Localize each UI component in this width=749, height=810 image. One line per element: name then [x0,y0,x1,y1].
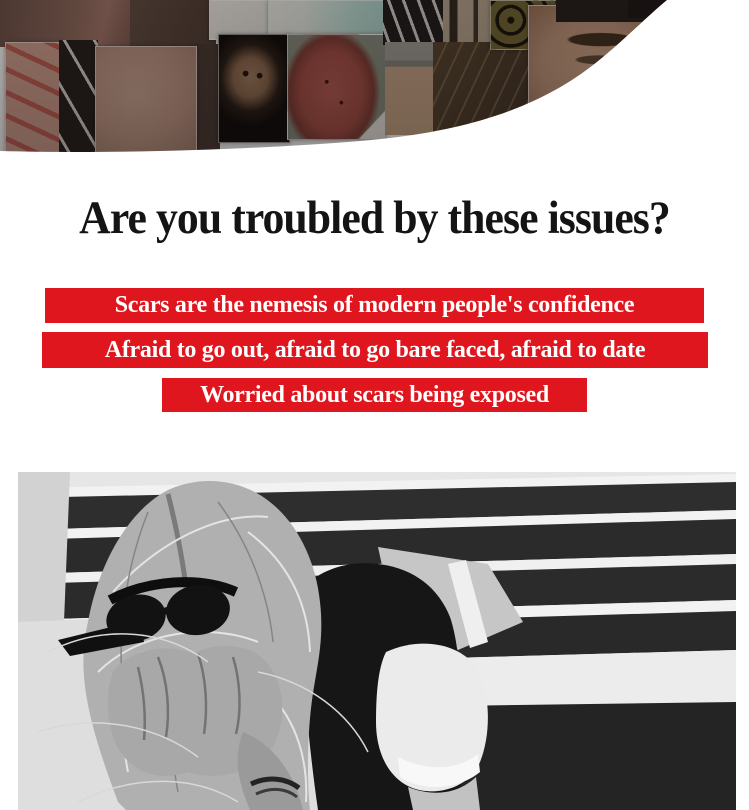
collage-tile-eye-closeup [528,5,646,119]
issue-banner-3-label: Worried about scars being exposed [200,381,549,408]
issue-banner-1 [45,288,704,323]
collage-tile-zebra-top [383,0,444,45]
page-title: Are you troubled by these issues? [79,192,670,244]
issue-banner-1-label: Scars are the nemesis of modern people's confidence [114,292,635,318]
collage-tile-dark-gap [194,44,220,156]
woman-covering-face-photo [18,472,736,810]
collage-tile-baby-face [218,34,290,143]
collage-tile-straps-dark [59,40,98,158]
collage-tile-neck-scar [433,42,537,135]
collage-tile-scar-arm [5,42,63,160]
collage-tile-dark-corner [628,0,674,18]
scar-photos-collage [0,0,749,175]
issue-banner-3 [162,378,587,412]
issue-banner-2-label: Afraid to go out, afraid to go bare faced, afraid to date [104,336,646,363]
collage-tile-teal-fabric [268,0,388,38]
collage-tile-scarred-hand [287,34,386,140]
issue-banner-2 [42,332,708,368]
collage-tile-cheek [95,46,197,158]
photo-illustration [18,472,736,810]
collage-tile-belly [385,42,434,135]
collage-tile-shoulder [130,0,216,47]
